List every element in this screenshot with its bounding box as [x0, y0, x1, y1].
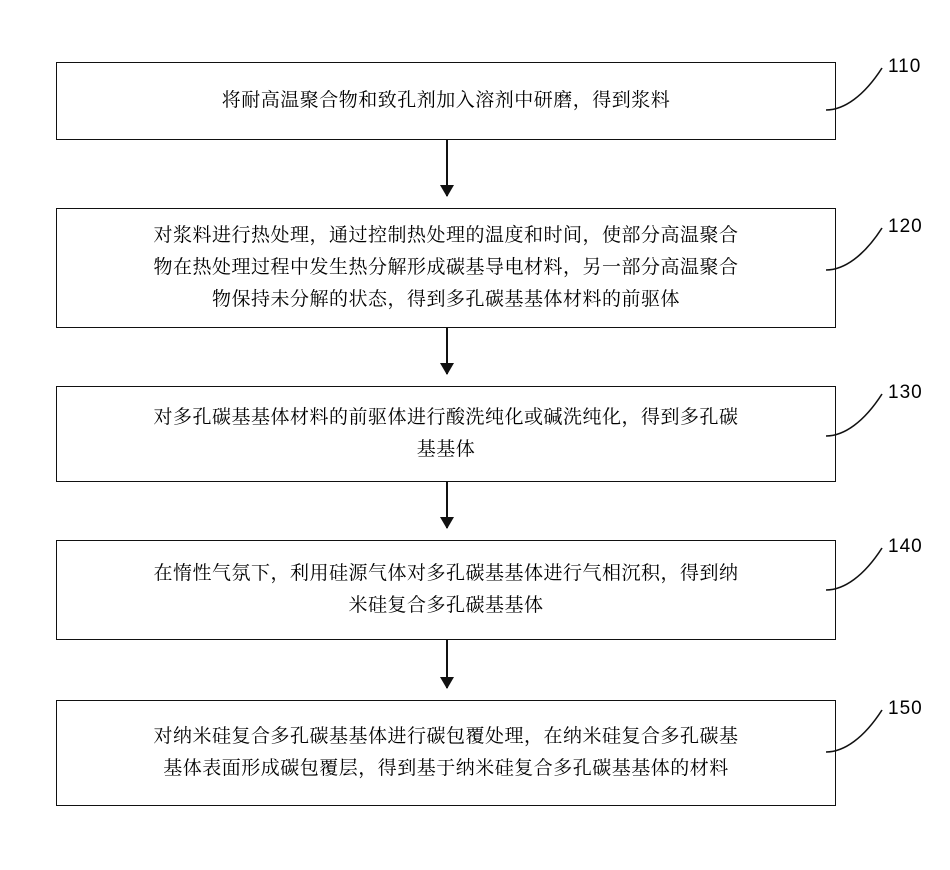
step-150-text: 对纳米硅复合多孔碳基基体进行碳包覆处理，在纳米硅复合多孔碳基 基体表面形成碳包覆层，得到基于纳米硅复合多孔碳基基体的材料	[153, 726, 739, 779]
step-140-text: 在惰性气氛下，利用硅源气体对多孔碳基基体进行气相沉积，得到纳 米硅复合多孔碳基基体	[153, 563, 739, 616]
step-110-text: 将耐高温聚合物和致孔剂加入溶剂中研磨，得到浆料	[221, 90, 671, 111]
connector-arrow-140-150	[446, 640, 448, 688]
step-ref-120: 120	[888, 216, 923, 237]
flowchart-step-120	[56, 208, 836, 328]
flowchart-step-130	[56, 386, 836, 482]
step-ref-110: 110	[888, 56, 922, 77]
leader-line-110	[824, 66, 884, 112]
connector-arrow-130-140	[446, 482, 448, 528]
step-120-text: 对浆料进行热处理，通过控制热处理的温度和时间，使部分高温聚合 物在热处理过程中发生热分解形成碳基导电材料，另一部分高温聚合 物保持未分解的状态，得到多孔碳基基体材料的前驱体	[153, 225, 739, 310]
leader-line-150	[824, 708, 884, 754]
step-130-text: 对多孔碳基基体材料的前驱体进行酸洗纯化或碱洗纯化，得到多孔碳 基基体	[153, 407, 739, 460]
flowchart-step-150	[56, 700, 836, 806]
flowchart-step-140	[56, 540, 836, 640]
connector-arrow-110-120	[446, 140, 448, 196]
leader-line-120	[824, 226, 884, 272]
connector-arrow-120-130	[446, 328, 448, 374]
step-ref-150: 150	[888, 698, 923, 719]
step-ref-130: 130	[888, 382, 923, 403]
leader-line-130	[824, 392, 884, 438]
step-ref-140: 140	[888, 536, 923, 557]
flowchart-step-110	[56, 62, 836, 140]
leader-line-140	[824, 546, 884, 592]
